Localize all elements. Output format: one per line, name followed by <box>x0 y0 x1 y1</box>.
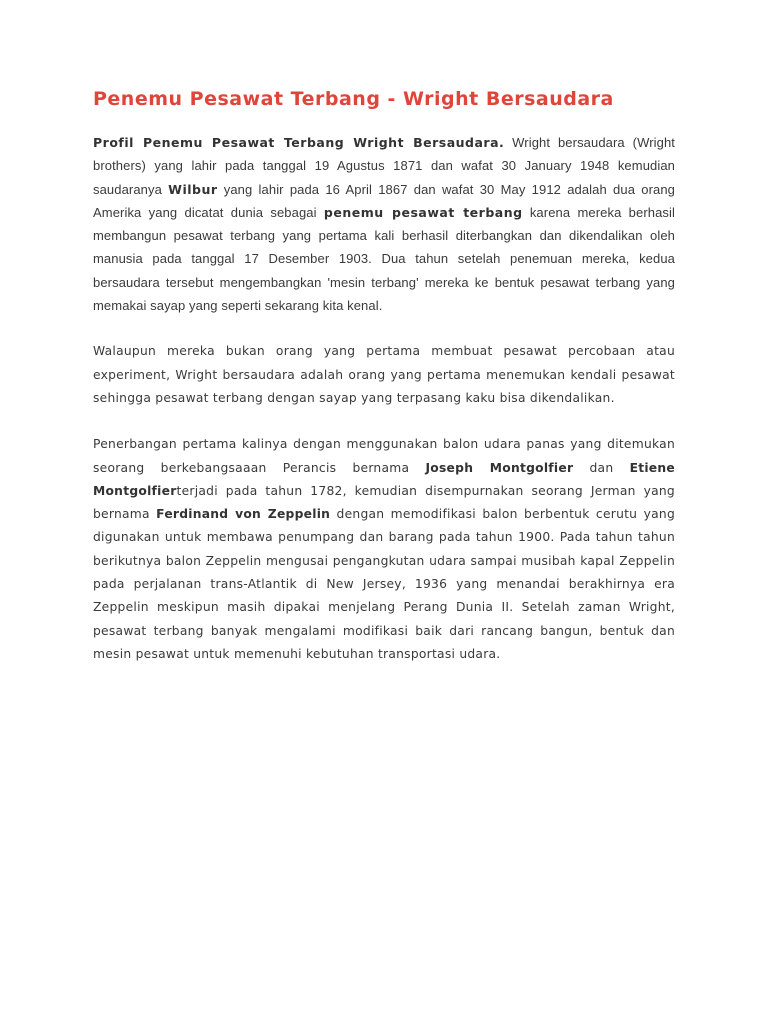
name-joseph: Joseph Montgolfier <box>425 460 574 475</box>
p3-text-1: Penerbangan pertama kalinya dengan menggunakan balon udara panas yang ditemukan seorang berkebangsaaan Perancis bernama <box>93 437 675 475</box>
name-zeppelin: Ferdinand von Zeppelin <box>156 507 331 522</box>
paragraph-profile <box>93 131 675 317</box>
keyword-penemu: penemu pesawat terbang <box>323 204 523 220</box>
p1-text-3: karena mereka berhasil membangun pesawat terbang yang pertama kali berhasil diterbangkan dan dikendalikan oleh manusia pada tanggal 17 Desember 1903. Dua tahun setelah penemuan mereka, kedua bersaudara tersebut mengembangkan 'mesin terbang' mereka ke bentuk pesawat terbang yang memakai sayap yang seperti sekarang kita kenal. <box>93 204 676 314</box>
name-etiene: Etiene Montgolfier <box>93 460 675 498</box>
name-wilbur: Wilbur <box>168 181 218 197</box>
p3-text-2: dan <box>573 460 630 475</box>
page-title: Penemu Pesawat Terbang - Wright Bersaudara <box>93 88 614 110</box>
p1-text-1: Wright bersaudara (Wright brothers) yang lahir pada tanggal 19 Agustus 1871 dan wafat 30 January 1948 kemudian saudaranya <box>93 135 675 197</box>
paragraph-balloon <box>93 433 675 666</box>
paragraph-control: Walaupun mereka bukan orang yang pertama membuat pesawat percobaan atau experiment, Wright bersaudara adalah orang yang pertama menemukan kendali pesawat sehingga pesawat terbang dengan sayap yang terpasang kaku bisa dikendalikan. <box>93 344 675 405</box>
article <box>93 88 675 666</box>
p3-text-3: terjadi pada tahun 1782, kemudian disempurnakan seorang Jerman yang bernama <box>93 483 675 522</box>
p3-text-4: dengan memodifikasi balon berbentuk cerutu yang digunakan untuk membawa penumpang dan barang pada tahun 1900. Pada tahun tahun berikutnya balon Zeppelin mengusai pengangkutan udara sampai musibah kapal Zeppelin pada perjalanan trans-Atlantik di New Jersey, 1936 yang menandai berakhirnya era Zeppelin meskipun masih dipakai menjelang Perang Dunia II. Setelah zaman Wright, pesawat terbang banyak mengalami modifikasi baik dari rancang bangun, bentuk dan mesin pesawat untuk memenuhi kebutuhan transportasi udara. <box>93 507 675 661</box>
p1-text-2: yang lahir pada 16 April 1867 dan wafat 30 May 1912 adalah dua orang Amerika yang dicatat dunia sebagai <box>93 181 675 220</box>
lead-text: Profil Penemu Pesawat Terbang Wright Bersaudara. <box>93 135 505 150</box>
